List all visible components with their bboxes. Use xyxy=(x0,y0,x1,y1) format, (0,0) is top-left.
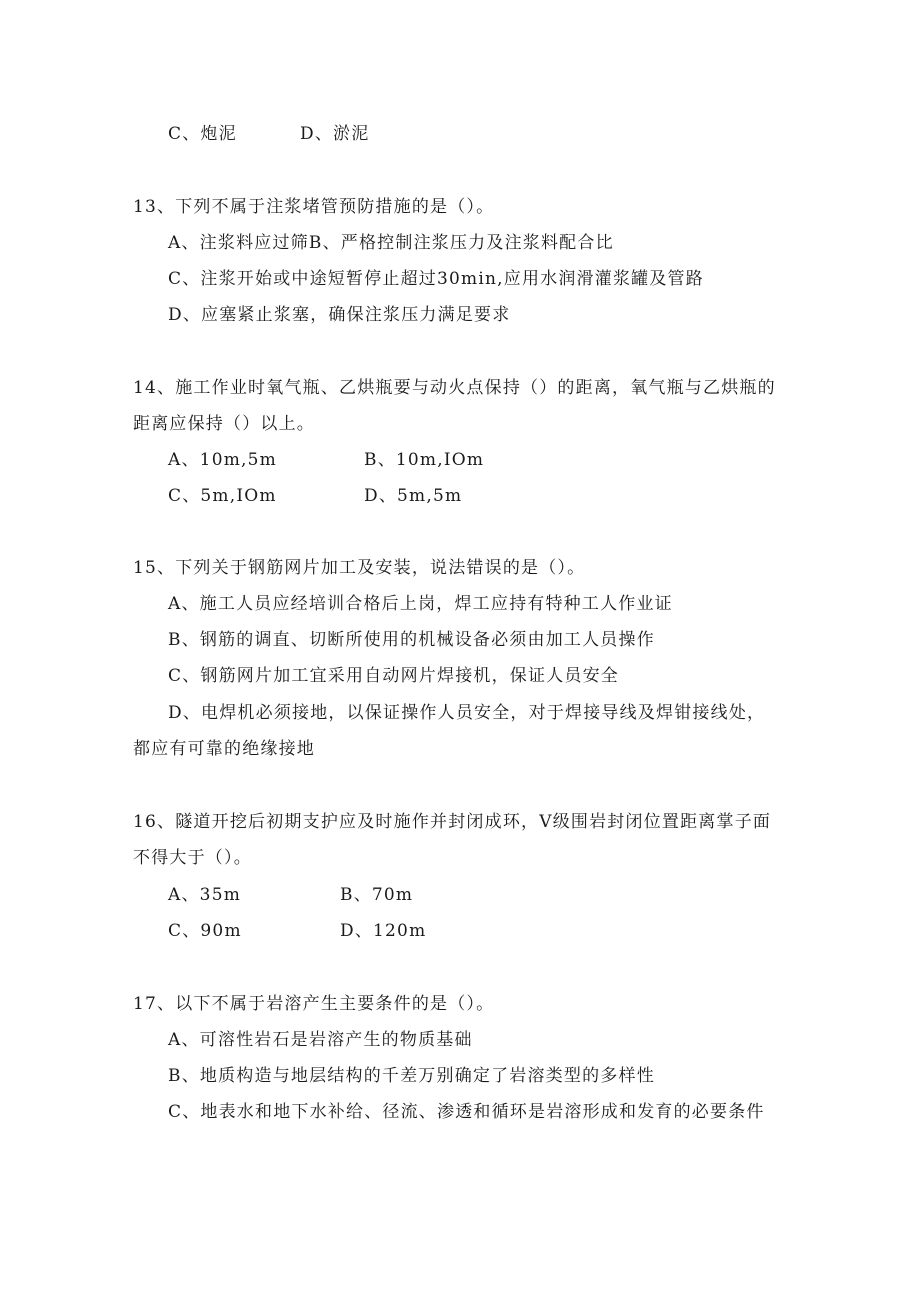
q13-option-ab: A、注浆料应过筛B、严格控制注浆压力及注浆料配合比 xyxy=(168,233,614,253)
q14-option-c: C、5m,IOm xyxy=(168,486,277,506)
q14-option-a: A、10m,5m xyxy=(168,450,277,470)
q15-option-c: C、钢筋网片加工宜采用自动网片焊接机，保证人员安全 xyxy=(168,666,620,686)
q17-stem: 17、以下不属于岩溶产生主要条件的是（）。 xyxy=(133,994,495,1014)
q14-stem-line1: 14、施工作业时氧气瓶、乙烘瓶要与动火点保持（）的距离，氧气瓶与乙烘瓶的 xyxy=(133,378,776,398)
q15-option-d-line2: 都应有可靠的绝缘接地 xyxy=(133,739,315,759)
q15-option-b: B、钢筋的调直、切断所使用的机械设备必须由加工人员操作 xyxy=(168,630,655,650)
q16-option-b: B、70m xyxy=(340,885,414,905)
q17-option-a: A、可溶性岩石是岩溶产生的物质基础 xyxy=(168,1030,473,1050)
q13-option-c: C、注浆开始或中途短暂停止超过30min,应用水润滑灌浆罐及管路 xyxy=(168,269,704,289)
q14-option-b: B、10m,IOm xyxy=(364,450,485,470)
q16-option-c: C、90m xyxy=(168,921,242,941)
q16-option-d: D、120m xyxy=(340,921,427,941)
q15-stem: 15、下列关于钢筋网片加工及安装，说法错误的是（）。 xyxy=(133,558,586,578)
q14-option-d: D、5m,5m xyxy=(364,486,463,506)
q13-option-d: D、应塞紧止浆塞，确保注浆压力满足要求 xyxy=(168,305,511,325)
q15-option-a: A、施工人员应经培训合格后上岗，焊工应持有特种工人作业证 xyxy=(168,594,673,614)
q16-option-a: A、35m xyxy=(168,885,242,905)
q15-option-d-line1: D、电焊机必须接地，以保证操作人员安全，对于焊接导线及焊钳接线处， xyxy=(168,703,766,723)
q13-stem: 13、下列不属于注浆堵管预防措施的是（）。 xyxy=(133,197,495,217)
q16-stem-line1: 16、隧道开挖后初期支护应及时施作并封闭成环，V级围岩封闭位置距离掌子面 xyxy=(133,812,772,832)
q17-option-b: B、地质构造与地层结构的千差万别确定了岩溶类型的多样性 xyxy=(168,1066,655,1086)
q17-option-c: C、地表水和地下水补给、径流、渗透和循环是岩溶形成和发育的必要条件 xyxy=(168,1102,765,1122)
q12-option-d: D、淤泥 xyxy=(300,124,370,144)
q14-stem-line2: 距离应保持（）以上。 xyxy=(133,414,315,434)
q12-option-c: C、炮泥 xyxy=(168,124,237,144)
q16-stem-line2: 不得大于（）。 xyxy=(133,848,252,868)
